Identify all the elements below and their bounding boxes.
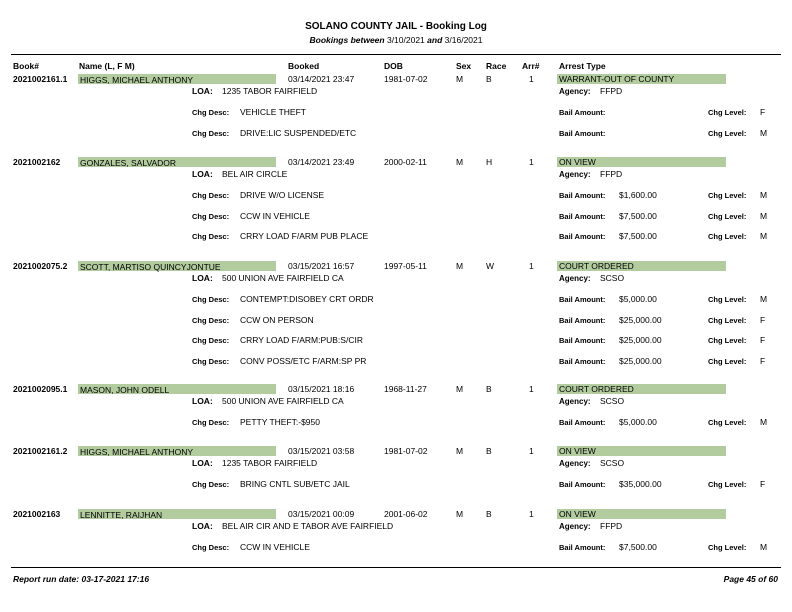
loa-value: BEL AIR CIRCLE (222, 169, 288, 179)
agency-label: Agency: (559, 170, 591, 179)
chg-desc: DRIVE:LIC SUSPENDED/ETC (240, 127, 357, 138)
loa-value: 500 UNION AVE FAIRFIELD CA (222, 396, 344, 406)
race: B (486, 74, 492, 84)
booked-datetime: 03/15/2021 03:58 (288, 446, 355, 456)
agency-value: SCSO (600, 396, 625, 406)
report-run-date: Report run date: 03-17-2021 17:16 (13, 574, 150, 584)
chg-desc: CRRY LOAD F/ARM:PUB:S/CIR (240, 335, 363, 345)
bail-amount-label: Bail Amount: (559, 295, 606, 304)
chg-desc: DRIVE W/O LICENSE (240, 190, 325, 200)
col-header-dob: DOB (384, 61, 403, 71)
sex: M (456, 261, 464, 271)
subtitle-end-date: 3/16/2021 (444, 35, 483, 45)
inmate-name: HIGGS, MICHAEL ANTHONY (80, 75, 194, 85)
loa-value: 1235 TABOR FAIRFIELD (222, 86, 318, 96)
arrest-type: COURT ORDERED (559, 261, 634, 271)
inmate-name: MASON, JOHN ODELL (80, 385, 170, 395)
agency-label: Agency: (559, 459, 591, 468)
chg-level-label: Chg Level: (708, 336, 747, 345)
bail-amount: $7,500.00 (619, 210, 657, 221)
arrest-type: WARRANT-OUT OF COUNTY (559, 74, 675, 84)
loa-label: LOA: (192, 169, 213, 179)
bail-amount: $25,000.00 (619, 355, 662, 366)
chg-level-label: Chg Level: (708, 356, 747, 366)
book-number: 2021002095.1 (13, 384, 68, 394)
chg-level: M (760, 294, 768, 304)
arrest-type: ON VIEW (559, 157, 596, 167)
agency-value: FFPD (600, 86, 623, 96)
booked-datetime: 03/15/2021 00:09 (288, 509, 355, 519)
chg-desc: CONTEMPT:DISOBEY CRT ORDR (240, 294, 374, 304)
loa-label: LOA: (192, 521, 213, 531)
col-header-sex: Sex (456, 61, 472, 71)
header-rule (11, 54, 781, 55)
agency-label: Agency: (559, 274, 591, 283)
chg-level-label: Chg Level: (708, 191, 747, 200)
chg-level: M (760, 127, 768, 138)
chg-level-label: Chg Level: (708, 418, 747, 427)
booked-datetime: 03/14/2021 23:49 (288, 157, 355, 167)
bail-amount-label: Bail Amount: (559, 315, 606, 325)
agency-label: Agency: (559, 522, 591, 531)
bail-amount: $25,000.00 (619, 314, 662, 325)
col-header-arr: Arr# (522, 61, 540, 71)
book-number: 2021002163 (13, 509, 61, 519)
race: B (486, 509, 492, 519)
arrest-count: 1 (529, 384, 534, 394)
chg-level-label: Chg Level: (708, 315, 747, 325)
book-number: 2021002162 (13, 157, 61, 167)
bail-amount-label: Bail Amount: (559, 356, 606, 366)
chg-desc: CCW IN VEHICLE (240, 210, 310, 221)
chg-desc-label: Chg Desc: (192, 232, 230, 241)
chg-desc: CONV POSS/ETC F/ARM:SP PR (240, 355, 367, 366)
dob: 2000-02-11 (384, 157, 427, 167)
bail-amount-label: Bail Amount: (559, 191, 606, 200)
race: W (486, 261, 495, 271)
dob: 1997-05-11 (384, 261, 427, 271)
bail-amount-label: Bail Amount: (559, 108, 606, 117)
sex: M (456, 509, 464, 519)
bail-amount: $7,500.00 (619, 542, 657, 552)
dob: 2001-06-02 (384, 509, 428, 519)
page-number: Page 45 of 60 (723, 574, 778, 584)
inmate-name: LENNITTE, RAIJHAN (80, 510, 163, 520)
agency-label: Agency: (559, 397, 591, 406)
chg-level: F (760, 479, 766, 489)
chg-level: F (760, 335, 766, 345)
dob: 1981-07-02 (384, 446, 428, 456)
report-subtitle (0, 35, 792, 45)
chg-desc-label: Chg Desc: (192, 108, 230, 117)
bail-amount: $1,600.00 (619, 190, 657, 200)
subtitle-start-date: 3/10/2021 (386, 35, 425, 45)
arrest-count: 1 (529, 509, 534, 519)
bail-amount-label: Bail Amount: (559, 336, 606, 345)
agency-value: FFPD (600, 521, 623, 531)
chg-level: M (760, 231, 768, 241)
inmate-name: SCOTT, MARTISO QUINCYJONTUE (80, 262, 221, 272)
agency-value: SCSO (600, 273, 625, 283)
chg-level: M (760, 542, 768, 552)
loa-label: LOA: (192, 396, 213, 406)
loa-label: LOA: (192, 273, 213, 283)
chg-desc-label: Chg Desc: (192, 480, 230, 489)
bail-amount-label: Bail Amount: (559, 128, 606, 138)
sex: M (456, 74, 464, 84)
chg-level: M (760, 190, 768, 200)
chg-desc-label: Chg Desc: (192, 191, 230, 200)
chg-desc: BRING CNTL SUB/ETC JAIL (240, 479, 350, 489)
bail-amount-label: Bail Amount: (559, 211, 606, 221)
inmate-name: HIGGS, MICHAEL ANTHONY (80, 447, 194, 457)
col-header-arrest-type: Arrest Type (559, 61, 606, 71)
agency-value: SCSO (600, 458, 625, 468)
arrest-type: ON VIEW (559, 446, 596, 456)
loa-label: LOA: (192, 86, 213, 96)
chg-level: F (760, 107, 766, 117)
arrest-type: COURT ORDERED (559, 384, 634, 394)
chg-level-label: Chg Level: (708, 128, 747, 138)
bail-amount: $7,500.00 (619, 231, 657, 241)
loa-label: LOA: (192, 458, 213, 468)
chg-desc-label: Chg Desc: (192, 211, 230, 221)
arrest-count: 1 (529, 446, 534, 456)
book-number: 2021002075.2 (13, 261, 68, 271)
inmate-name: GONZALES, SALVADOR (80, 158, 177, 168)
booked-datetime: 03/15/2021 18:16 (288, 384, 355, 394)
chg-desc: VEHICLE THEFT (240, 107, 306, 117)
arrest-count: 1 (529, 74, 534, 84)
col-header-name: Name (L, F M) (79, 61, 135, 71)
chg-desc-label: Chg Desc: (192, 128, 230, 138)
sex: M (456, 157, 464, 167)
bail-amount: $5,000.00 (619, 294, 657, 304)
chg-level-label: Chg Level: (708, 295, 747, 304)
report-title: SOLANO COUNTY JAIL - Booking Log (305, 21, 487, 32)
bail-amount: $5,000.00 (619, 417, 657, 427)
bail-amount: $25,000.00 (619, 335, 662, 345)
chg-desc-label: Chg Desc: (192, 315, 230, 325)
agency-value: FFPD (600, 169, 623, 179)
chg-level: F (760, 355, 766, 366)
booked-datetime: 03/14/2021 23:47 (288, 74, 355, 84)
chg-desc-label: Chg Desc: (192, 336, 230, 345)
arrest-count: 1 (529, 261, 534, 271)
chg-desc-label: Chg Desc: (192, 295, 230, 304)
chg-level-label: Chg Level: (708, 108, 747, 117)
chg-desc-label: Chg Desc: (192, 418, 230, 427)
race: B (486, 446, 492, 456)
book-number: 2021002161.1 (13, 74, 68, 84)
chg-desc: PETTY THEFT:-$950 (240, 417, 320, 427)
book-number: 2021002161.2 (13, 446, 68, 456)
arrest-type: ON VIEW (559, 509, 596, 519)
chg-desc: CCW IN VEHICLE (240, 542, 310, 552)
chg-level-label: Chg Level: (708, 232, 747, 241)
chg-level-label: Chg Level: (708, 480, 747, 489)
bail-amount: $35,000.00 (619, 479, 662, 489)
loa-value: 1235 TABOR FAIRFIELD (222, 458, 318, 468)
chg-desc: CCW ON PERSON (240, 314, 314, 325)
chg-level: M (760, 417, 768, 427)
chg-desc-label: Chg Desc: (192, 356, 230, 366)
chg-level-label: Chg Level: (708, 211, 747, 221)
arrest-count: 1 (529, 157, 534, 167)
loa-value: 500 UNION AVE FAIRFIELD CA (222, 273, 344, 283)
loa-value: BEL AIR CIR AND E TABOR AVE FAIRFIELD (222, 521, 394, 531)
sex: M (456, 384, 464, 394)
chg-level-label: Chg Level: (708, 543, 747, 552)
race: B (486, 384, 492, 394)
bail-amount-label: Bail Amount: (559, 232, 606, 241)
chg-desc-label: Chg Desc: (192, 543, 230, 552)
col-header-race: Race (486, 61, 507, 71)
chg-level: M (760, 210, 768, 221)
col-header-booked: Booked (288, 61, 320, 71)
col-header-book: Book# (13, 61, 39, 71)
bail-amount-label: Bail Amount: (559, 480, 606, 489)
booked-datetime: 03/15/2021 16:57 (288, 261, 355, 271)
subtitle-prefix: Bookings between (309, 35, 385, 45)
race: H (486, 157, 493, 167)
sex: M (456, 446, 464, 456)
bail-amount-label: Bail Amount: (559, 543, 606, 552)
dob: 1968-11-27 (384, 384, 427, 394)
dob: 1981-07-02 (384, 74, 428, 84)
chg-desc: CRRY LOAD F/ARM PUB PLACE (240, 231, 369, 241)
subtitle-and: and (427, 35, 443, 45)
chg-level: F (760, 314, 766, 325)
agency-label: Agency: (559, 87, 591, 96)
footer-rule (11, 567, 781, 568)
bail-amount-label: Bail Amount: (559, 418, 606, 427)
